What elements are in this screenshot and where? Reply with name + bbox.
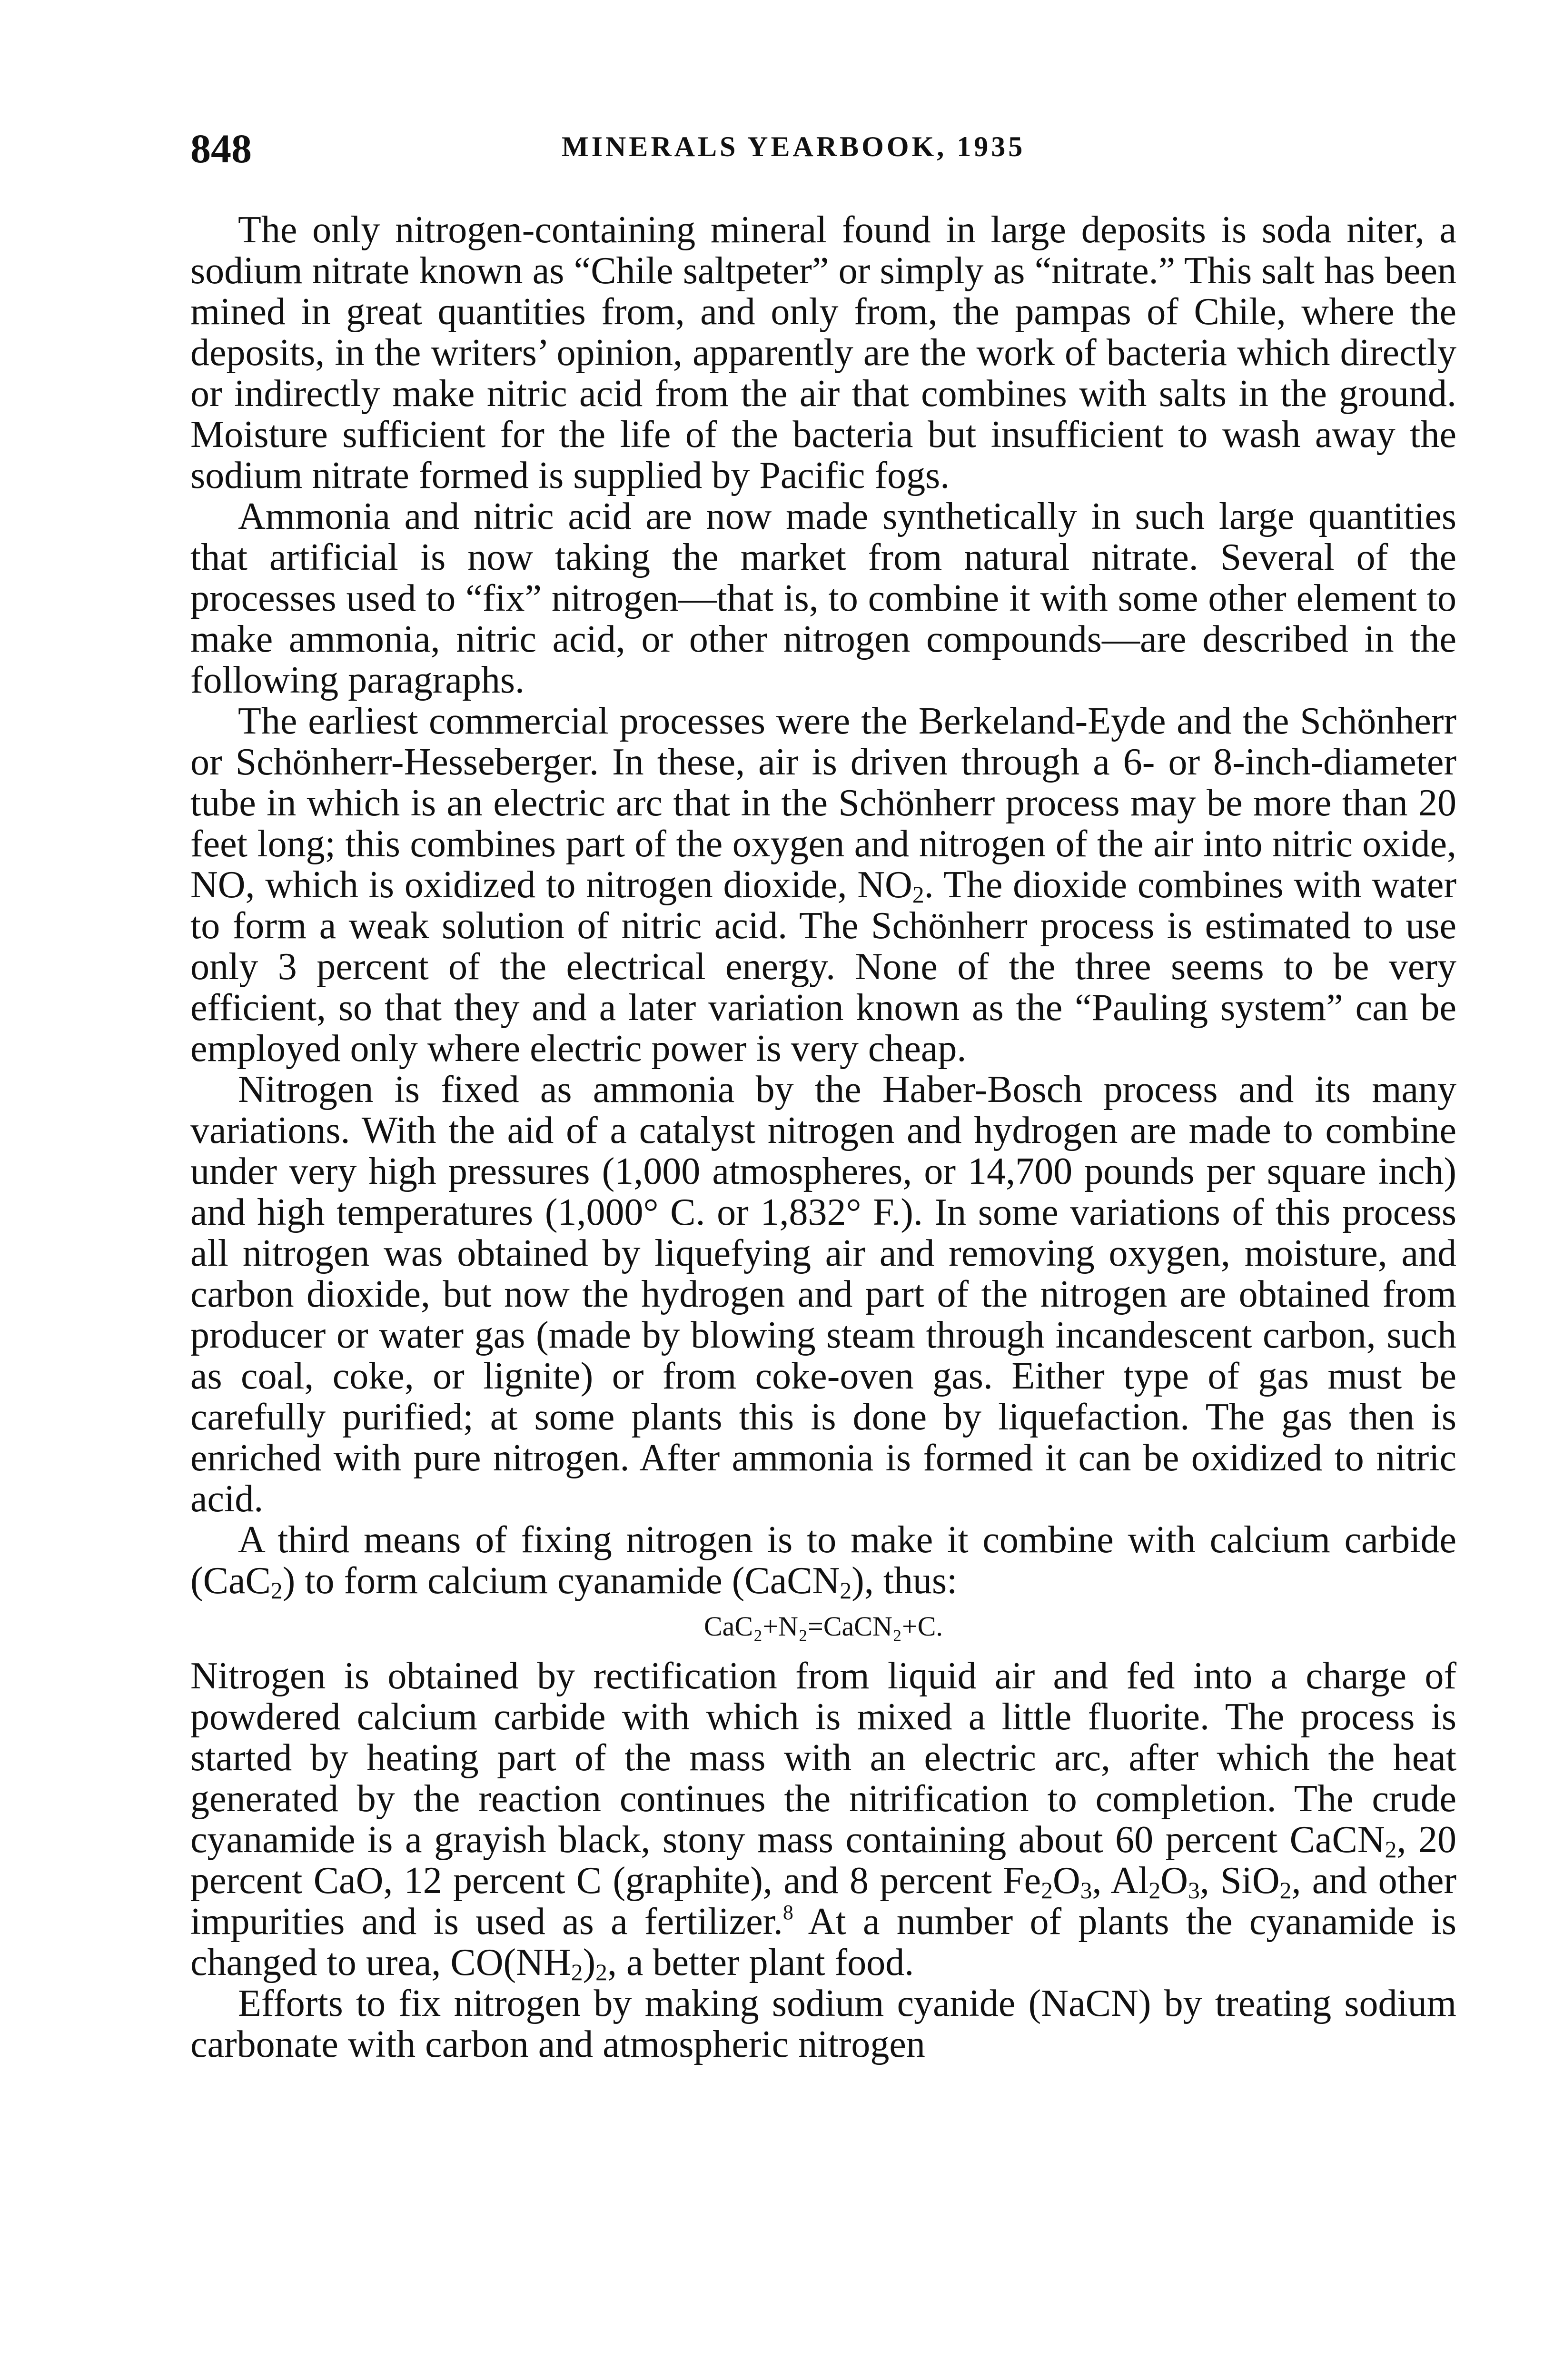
running-title: MINERALS YEARBOOK, 1935 xyxy=(562,131,1026,162)
subscript: 2 xyxy=(840,1577,852,1604)
paragraph-synthetic-ammonia: Ammonia and nitric acid are now made synthetically in such large quantities that artificial is now taking the market from natural nitrate. Several of the processes used to “fix” nitrogen—that is, to combine it with some other element to make ammonia, nitric acid, or other nitrogen compounds—are described in the following paragraphs. xyxy=(190,496,1456,701)
subscript: 2 xyxy=(1279,1877,1292,1904)
text-span: ), thus: xyxy=(851,1560,958,1602)
body-text xyxy=(190,209,1456,2065)
text-span: ) to form calcium cyanamide (CaCN xyxy=(282,1560,840,1602)
subscript: 2 xyxy=(595,1959,607,1985)
text-span: ) xyxy=(583,1942,596,1983)
text-span: Al xyxy=(1110,1860,1149,1902)
subscript: 2 xyxy=(1385,1836,1397,1863)
paragraph-cyanamide-intro xyxy=(190,1519,1456,1604)
text-span: O xyxy=(1052,1860,1080,1902)
text-span: Nitrogen is obtained by rectification from liquid air and fed into a charge of powdered calcium carbide with which is mixed a little fluorite. The process is started by heating part of the mass with an electric arc, after which the heat generated by the reaction continues the nitrification to completion. The crude cyanamide is a grayish black, stony mass containing about 60 percent CaCN xyxy=(190,1655,1456,1861)
subscript: 2 xyxy=(912,881,924,908)
subscript: 3 xyxy=(1080,1877,1092,1904)
text-span: , and other impurities and is used as a fertilizer. xyxy=(190,1860,1457,1943)
text-span: , a better plant food. xyxy=(607,1942,914,1983)
text-span: SiO xyxy=(1220,1860,1280,1902)
text-span: A third means of fixing nitrogen is to make it combine with calcium carbide (CaC xyxy=(190,1519,1456,1602)
page-number: 848 xyxy=(190,126,252,171)
paragraph-sodium-cyanide: Efforts to fix nitrogen by making sodium cyanide (NaCN) by treating sodium carbonate with carbon and atmospheric nitrogen xyxy=(190,1983,1456,2065)
paragraph-soda-niter: The only nitrogen-containing mineral found in large deposits is soda niter, a sodium nitrate known as “Chile saltpeter” or simply as “nitrate.” This salt has been mined in great quantities from, and only from, the pampas of Chile, where the deposits, in the writers’ opinion, apparently are the work of bacteria which directly or indirectly make nitric acid from the air that combines with salts in the ground. Moisture sufficient for the life of the bacteria but insufficient to wash away the sodium nitrate formed is supplied by Pacific fogs. xyxy=(190,209,1456,496)
page-header xyxy=(190,125,1228,177)
text-span: At a number of plants the cyanamide is changed to urea, CO(NH xyxy=(190,1901,1456,1983)
cyanamide-equation: CaC₂+N₂=CaCN₂+C. xyxy=(704,1611,943,1642)
text-span: The earliest commercial processes were the Berkeland-Eyde and the Schönherr or Schönherr-Hesseberger. In these, air is driven through a 6- or 8-inch-diameter tube in which is an electric arc that in the Schönherr process may be more than 20 feet long; this combines part of the oxygen and nitrogen of the air into nitric oxide, NO, which is oxidized to nitrogen dioxide, NO xyxy=(190,700,1456,906)
subscript: 2 xyxy=(1148,1877,1161,1904)
paragraph-cyanamide-process: Nitrogen is obtained by rectification from liquid air and fed into a charge of powdered calcium carbide with which is mixed a little fluorite. The process is started by heating part of the mass with an electric arc, after which the heat generated by the reaction continues the nitrification to completion. The crude cyanamide is a grayish black, stony mass containing about 60 percent CaCN$_2$, 20 percent CaO, 12 percent C (graphite), and 8 percent $Fe_2O_3$, $Al_2O_3$, SiO$_2$, and other impurities and is used as a fertilizer.$^8$ At a number of plants the cyanamide is changed to urea, $CO(NH_2)_2$, a better plant food. xyxy=(190,1655,1457,1985)
subscript: 2 xyxy=(571,1959,583,1985)
subscript: 3 xyxy=(1188,1877,1200,1904)
text-span: . The dioxide combines with water to form a weak solution of nitric acid. The Schönherr process is estimated to use only 3 percent of the electrical energy. None of the three seems to be very efficient, so that they and a later variation known as the “Pauling system” can be employed only where electric power is very cheap. xyxy=(190,864,1457,1070)
footnote-reference[interactable]: 8 xyxy=(782,1901,793,1924)
subscript: 2 xyxy=(1041,1877,1053,1904)
subscript: 2 xyxy=(270,1577,283,1604)
paragraph-haber-bosch: Nitrogen is fixed as ammonia by the Haber-Bosch process and its many variations. With the aid of a catalyst nitrogen and hydrogen are made to combine under very high pressures (1,000 atmospheres, or 14,700 pounds per square inch) and high temperatures (1,000° C. or 1,832° F.). In some variations of this process all nitrogen was obtained by liquefying air and removing oxygen, moisture, and carbon dioxide, but now the hydrogen and part of the nitrogen are obtained from producer or water gas (made by blowing steam through incandescent carbon, such as coal, coke, or lignite) or from coke-oven gas. Either type of gas must be carefully purified; at some plants this is done by liquefaction. The gas then is enriched with pure nitrogen. After ammonia is formed it can be oxidized to nitric acid. xyxy=(190,1069,1456,1520)
text-span: O xyxy=(1160,1860,1188,1902)
paragraph-early-processes xyxy=(190,701,1456,1069)
text-span: , 20 percent CaO, 12 percent C (graphite), and 8 percent Fe xyxy=(190,1819,1457,1902)
